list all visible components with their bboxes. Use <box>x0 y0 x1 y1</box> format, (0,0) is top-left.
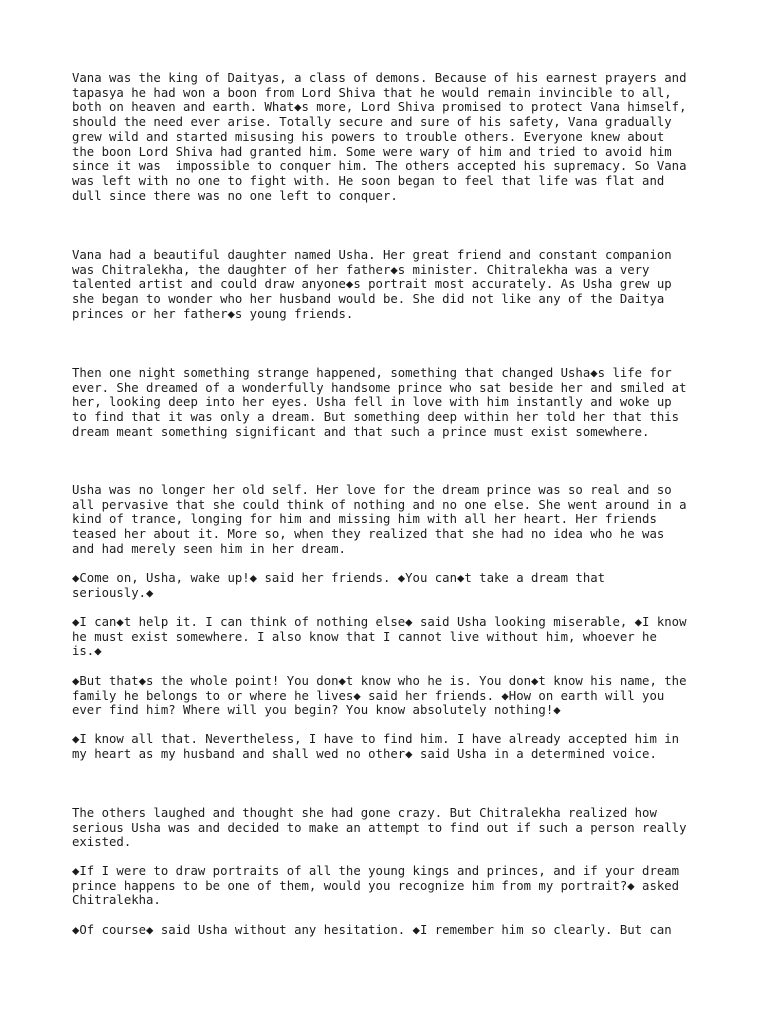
paragraph-whole-point: ◆But that◆s the whole point! You don◆t know who he is. You don◆t know his name, the family he belongs to or where he lives◆ said her friends. ◆How on earth will you ever find him? Where will you begin? You know absolutely nothing!◆ <box>72 674 687 718</box>
paragraph-dream-night: Then one night something strange happened, something that changed Usha◆s life for ever. She dreamed of a wonderfully handsome prince who sat beside her and smiled at her, looking deep into her eyes. Usha fell in love with him instantly and woke up to find that it was only a dream. But something deep within her told her that this dream meant something significant and that such a prince must exist somewhere. <box>72 366 687 439</box>
paragraph-usha-determined: ◆I know all that. Nevertheless, I have to find him. I have already accepted him in my heart as my husband and shall wed no other◆ said Usha in a determined voice. <box>72 732 680 761</box>
paragraph-vana-king: Vana was the king of Daityas, a class of demons. Because of his earnest prayers and tapasya he had won a boon from Lord Shiva that he would remain invincible to all, both on heaven and earth. What◆s more, Lord Shiva promised to protect Vana himself, should the need ever arise. Totally secure and sure of his safety, Vana gradually grew wild and started misusing his powers to trouble others. Everyone knew about the boon Lord Shiva had granted him. Some were wary of him and tried to avoid him since it was impossible to conquer him. The others accepted his supremacy. So Vana was left with no one to fight with. He soon began to feel that life was flat and dull since there was no one left to conquer. <box>72 71 687 203</box>
paragraph-usha-cant-help: ◆I can◆t help it. I can think of nothing else◆ said Usha looking miserable, ◆I know he must exist somewhere. I also know that I cannot live without him, whoever he is.◆ <box>72 615 687 659</box>
paragraph-friends-wake-up: ◆Come on, Usha, wake up!◆ said her friends. ◆You can◆t take a dream that seriously.◆ <box>72 571 606 600</box>
paragraph-usha-changed: Usha was no longer her old self. Her love for the dream prince was so real and so all pervasive that she could think of nothing and no one else. She went around in a kind of trance, longing for him and missing him with all her heart. Her friends teased her about it. More so, when they realized that she had no idea who he was and had merely seen him in her dream. <box>72 483 687 556</box>
paragraph-others-laughed: The others laughed and thought she had gone crazy. But Chitralekha realized how serious Usha was and decided to make an attempt to find out if such a person really existed. <box>72 806 687 850</box>
paragraph-chitralekha-asks: ◆If I were to draw portraits of all the young kings and princes, and if your dream prince happens to be one of them, would you recognize him from my portrait?◆ asked Chitralekha. <box>72 864 680 908</box>
paragraph-usha-daughter: Vana had a beautiful daughter named Usha. Her great friend and constant companion was Chitralekha, the daughter of her father◆s minister. Chitralekha was a very talented artist and could draw anyone◆s portrait most accurately. As Usha grew up she began to wonder who her husband would be. She did not like any of the Daitya princes or her father◆s young friends. <box>72 248 672 321</box>
paragraph-of-course: ◆Of course◆ said Usha without any hesitation. ◆I remember him so clearly. But can <box>72 923 672 937</box>
